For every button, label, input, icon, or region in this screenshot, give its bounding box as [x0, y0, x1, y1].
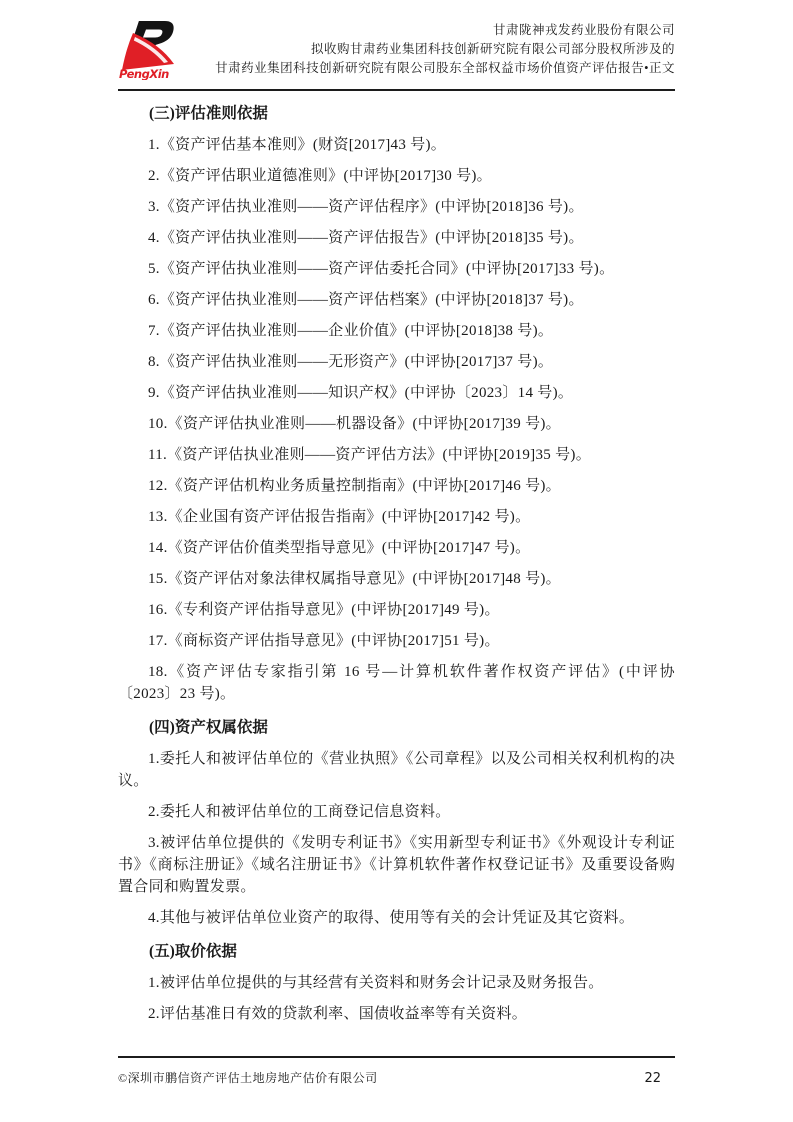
- list-item: 9.《资产评估执业准则——知识产权》(中评协〔2023〕14 号)。: [148, 385, 574, 401]
- section-heading-4: (四)资产权属依据: [149, 719, 268, 736]
- list-item: 2.评估基准日有效的贷款利率、国债收益率等有关资料。: [148, 1006, 528, 1022]
- list-item: 15.《资产评估对象法律权属指导意见》(中评协[2017]48 号)。: [148, 571, 561, 587]
- header-line-company: 甘肃陇神戎发药业股份有限公司: [492, 23, 675, 37]
- section-heading-3: (三)评估准则依据: [149, 105, 268, 122]
- list-item: 18.《资产评估专家指引第 16 号—计算机软件著作权资产评估》(中评协〔2023〕23 号)。: [118, 664, 675, 702]
- list-item: 10.《资产评估执业准则——机器设备》(中评协[2017]39 号)。: [148, 416, 561, 432]
- page-footer: [118, 1056, 675, 1086]
- list-item: 1.委托人和被评估单位的《营业执照》《公司章程》以及公司相关权利机构的决议。: [118, 751, 675, 789]
- footer-copyright: ©深圳市鹏信资产评估土地房地产估价有限公司: [118, 1071, 378, 1085]
- list-item: 8.《资产评估执业准则——无形资产》(中评协[2017]37 号)。: [148, 354, 554, 370]
- list-item: 3.被评估单位提供的《发明专利证书》《实用新型专利证书》《外观设计专利证书》《商标注册证》《域名注册证书》《计算机软件著作权登记证书》及重要设备购置合同和购置发票。: [118, 835, 675, 895]
- header-line-transaction: 拟收购甘肃药业集团科技创新研究院有限公司部分股权所涉及的: [310, 42, 675, 56]
- list-item: 4.其他与被评估单位业资产的取得、使用等有关的会计凭证及其它资料。: [148, 910, 635, 926]
- page-header: [118, 18, 675, 91]
- section-heading-5: (五)取价依据: [149, 943, 237, 960]
- list-item: 16.《专利资产评估指导意见》(中评协[2017]49 号)。: [148, 602, 500, 618]
- header-title-block: [215, 18, 675, 78]
- list-item: 2.《资产评估职业道德准则》(中评协[2017]30 号)。: [148, 168, 492, 184]
- list-item: 17.《商标资产评估指导意见》(中评协[2017]51 号)。: [148, 633, 500, 649]
- report-body: [118, 103, 675, 1025]
- list-item: 13.《企业国有资产评估报告指南》(中评协[2017]42 号)。: [148, 509, 531, 525]
- list-item: 14.《资产评估价值类型指导意见》(中评协[2017]47 号)。: [148, 540, 531, 556]
- list-item: 11.《资产评估执业准则——资产评估方法》(中评协[2019]35 号)。: [148, 447, 592, 463]
- list-item: 3.《资产评估执业准则——资产评估程序》(中评协[2018]36 号)。: [148, 199, 584, 215]
- list-item: 4.《资产评估执业准则——资产评估报告》(中评协[2018]35 号)。: [148, 230, 584, 246]
- list-item: 12.《资产评估机构业务质量控制指南》(中评协[2017]46 号)。: [148, 478, 561, 494]
- list-item: 5.《资产评估执业准则——资产评估委托合同》(中评协[2017]33 号)。: [148, 261, 615, 277]
- pengxin-logo-icon: [118, 20, 180, 80]
- list-item: 7.《资产评估执业准则——企业价值》(中评协[2018]38 号)。: [148, 323, 554, 339]
- header-line-report-title: 甘肃药业集团科技创新研究院有限公司股东全部权益市场价值资产评估报告•正文: [215, 61, 675, 75]
- list-item: 1.被评估单位提供的与其经营有关资料和财务会计记录及财务报告。: [148, 975, 604, 991]
- page-number: 22: [644, 1071, 661, 1086]
- list-item: 6.《资产评估执业准则——资产评估档案》(中评协[2018]37 号)。: [148, 292, 584, 308]
- list-item: 2.委托人和被评估单位的工商登记信息资料。: [148, 804, 451, 820]
- logo-brand-text: PengXin: [119, 67, 169, 80]
- list-item: 1.《资产评估基本准则》(财资[2017]43 号)。: [148, 137, 447, 153]
